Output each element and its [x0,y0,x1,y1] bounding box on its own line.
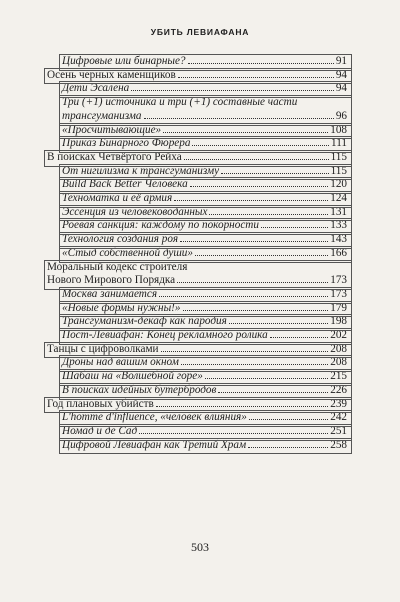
toc-entry-page: 208 [330,356,347,369]
toc-entry-page: 91 [335,55,347,67]
toc-entry-page: 179 [330,301,347,314]
dot-leader [218,392,328,393]
dot-leader [178,77,334,78]
toc-entry-page: 258 [330,438,347,451]
toc-entry-page: 226 [330,383,347,396]
toc-entry [47,356,347,370]
dot-leader [249,419,328,420]
toc-entry [47,55,347,69]
toc-entry-page: 198 [330,315,347,328]
toc-entry-page: 251 [330,424,347,437]
toc-entry-page: 96 [335,109,347,122]
toc-entry-page: 173 [330,287,347,300]
toc-entry [47,233,347,247]
dot-leader [192,145,329,146]
toc-entry-title: Дроны над вашим окном [62,356,179,369]
page-number: 503 [191,540,209,554]
toc-entry-title: Цифровые или бинарные? [62,55,186,67]
toc-entry [47,439,347,453]
dot-leader [163,132,328,133]
toc-entry-page: 133 [330,219,347,232]
toc-entry [47,137,347,151]
toc-entry-page: 208 [330,342,347,355]
toc-entry-page: 111 [331,137,347,150]
toc-entry-title: Три (+1) источника и три (+1) составные части [62,96,298,109]
toc-entry-title: В поисках Четвёртого Рейха [47,150,182,163]
toc-entry-page: 94 [335,82,347,95]
toc-entry-title: Трансгуманизм-декаф как пародия [62,315,227,328]
toc-entry-title: Нового Мирового Порядка [47,274,176,287]
toc-entry-title: Москва занимается [62,287,158,300]
toc-entry-title: Танцы с цифроволками [47,342,159,355]
toc-entry-page: 173 [330,274,347,287]
toc-entry [47,192,347,206]
dot-leader [159,296,328,297]
toc-entry-title: Пост-Левиафан: Конец рекламного ролика [62,329,268,342]
toc-entry [47,247,347,261]
toc-entry [47,219,347,233]
toc-entry [47,274,347,288]
toc-entry [47,151,347,165]
toc-entry-page: 202 [330,329,347,342]
toc-entry-title: Осень черных каменщиков [47,68,176,81]
dot-leader [248,447,328,448]
dot-leader [209,214,328,215]
toc-entry [47,411,347,425]
toc-entry-page: 108 [330,123,347,136]
dot-leader [174,200,328,201]
dot-leader [188,63,334,64]
toc-entry-page: 131 [330,205,347,218]
toc-entry-page: 239 [330,397,347,410]
toc-entry [47,425,347,439]
toc-entry-page: 94 [335,68,347,81]
toc-entry-title: Эссенция из человеководанных [62,205,208,218]
toc-entry [47,165,347,179]
dot-leader [261,227,328,228]
toc-entry [47,302,347,316]
dot-leader [156,406,328,407]
toc-entry [47,178,347,192]
dot-leader [205,378,328,379]
toc-entry-title: Год плановых убийств [47,397,154,410]
toc-entry-page: 242 [330,411,347,424]
toc-entry [47,110,347,124]
toc-entry-title: Моральный кодекс строителя [47,260,188,273]
toc-entry [47,288,347,302]
toc-entry [47,69,347,83]
dot-leader [180,241,328,242]
toc-entry-title: Роевая санкция: каждому по покорности [62,219,259,232]
dot-leader [131,90,334,91]
toc-entry [47,384,347,398]
dot-leader [229,323,328,324]
running-head: УБИТЬ ЛЕВИАФАНА [150,27,250,37]
toc-entry-page: 143 [330,233,347,246]
table-of-contents [47,55,347,452]
toc-entry-title: Приказ Бинарного Фюрера [62,137,191,150]
toc-entry [47,124,347,138]
toc-entry [47,370,347,384]
dot-leader [184,159,329,160]
toc-entry-page: 166 [330,246,347,259]
dot-leader [270,337,328,338]
toc-entry [47,343,347,357]
toc-entry-page: 115 [330,164,347,177]
toc-entry-title: Дети Эсалена [62,82,130,95]
toc-entry-title: Технология создания роя [62,233,179,246]
dot-leader [139,433,328,434]
toc-entry [47,96,347,110]
toc-entry-title: Шабаш на «Волшебной горе» [62,370,203,383]
toc-entry-page: 215 [330,370,347,383]
dot-leader [221,173,329,174]
dot-leader [144,118,334,119]
toc-entry-title: В поисках идейных бутербродов [62,383,217,396]
dot-leader [195,255,328,256]
toc-entry-title: Номад и де Сад [62,424,138,437]
toc-entry-title: L'homme d'influence, «человек влияния» [62,411,247,424]
toc-entry-page: 115 [330,150,347,163]
toc-entry-title: Цифровой Левиафан как Третий Храм [62,438,247,451]
toc-entry-title: «Просчитывающие» [62,123,162,136]
dot-leader [190,186,329,187]
toc-entry [47,206,347,220]
toc-entry-page: 124 [330,192,347,205]
toc-entry-title: От нигилизма к трансгуманизму [62,164,220,177]
toc-entry-page: 120 [330,178,347,191]
toc-entry-title: Build Back Better Человека [62,178,188,191]
dot-leader [161,351,329,352]
toc-entry [47,82,347,96]
toc-entry [47,261,347,275]
toc-entry [47,398,347,412]
dot-leader [181,364,328,365]
dot-leader [177,282,328,283]
dot-leader [183,310,329,311]
toc-entry [47,329,347,343]
toc-entry-title: «Стыд собственной души» [62,246,193,259]
toc-entry [47,315,347,329]
toc-entry-title: Техноматка и её армия [62,192,173,205]
toc-entry-title: трансгуманизма [62,109,142,122]
toc-entry-title: «Новые формы нужны!» [62,301,181,314]
